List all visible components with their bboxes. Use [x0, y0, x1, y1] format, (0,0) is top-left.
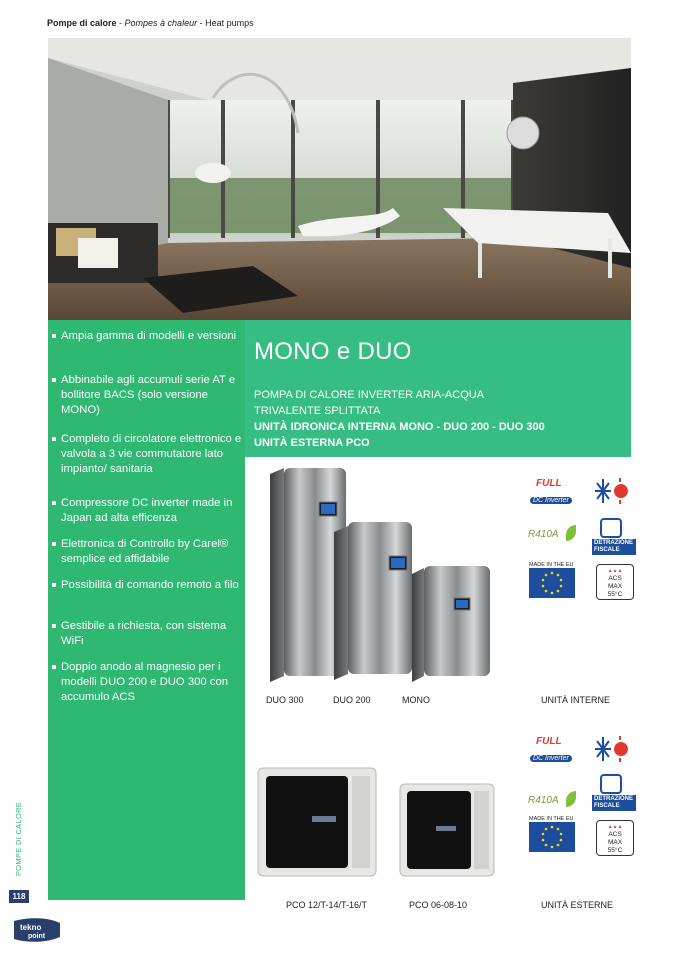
scissors-icon: [600, 774, 622, 794]
feature-item: Gestibile a richiesta, con sistema WiFi: [52, 619, 249, 649]
hero-photo: [48, 38, 631, 320]
detrazione-fiscale-badge-2: DETRAZIONE FISCALE: [592, 774, 636, 810]
product-subtitle-1: POMPA DI CALORE INVERTER ARIA-ACQUA: [254, 389, 485, 401]
acs-max-badge: ▲▲▲ ACS MAX 55°C: [596, 564, 634, 600]
r410a-badge: R410A: [528, 524, 576, 542]
detrazione-fiscale-badge: DETRAZIONE FISCALE: [592, 518, 636, 554]
eu-flag-icon: [529, 568, 575, 598]
scissors-icon: [600, 518, 622, 538]
feature-item: Doppio anodo al magnesio per i modelli DUO 200 e DUO 300 con accumulo ACS: [52, 660, 249, 705]
features-panel: [48, 320, 245, 900]
full-dc-inverter-badge: FULL DC Inverter: [530, 478, 578, 504]
outdoor-units-image: [256, 764, 496, 889]
feature-item: Ampia gamma di modelli e versioni: [52, 329, 249, 344]
label-mono: MONO: [402, 695, 430, 705]
label-pco-large: PCO 12/T-14/T-16/T: [286, 900, 368, 910]
acs-max-badge-2: ▲▲▲ ACS MAX 55°C: [596, 820, 634, 856]
label-duo300: DUO 300: [266, 695, 304, 705]
r410a-badge-2: R410A: [528, 790, 576, 808]
feature-item: Possibilità di comando remoto a filo: [52, 578, 249, 593]
full-dc-inverter-badge-2: FULL DC Inverter: [530, 736, 578, 762]
side-section-label: POMPE DI CALORE: [14, 801, 23, 876]
page-number: 118: [9, 890, 29, 903]
feature-item: Elettronica di Controllo by Carel® semplice ed affidabile: [52, 537, 249, 567]
leaf-icon: [566, 791, 576, 807]
leaf-icon: [566, 525, 576, 541]
header-fr: Pompes à chaleur: [124, 18, 198, 28]
product-subtitle-4: UNITÀ ESTERNA PCO: [254, 437, 370, 449]
teknopoint-logo: [10, 917, 62, 948]
label-duo200: DUO 200: [333, 695, 371, 705]
feature-item: Abbinabile agli accumuli serie AT e bollitore BACS (solo versione MONO): [52, 373, 249, 418]
feature-item: Compressore DC inverter made in Japan ad alta efficenza: [52, 496, 249, 526]
running-header: Pompe di calore - Pompes à chaleur - Heat pumps: [47, 18, 254, 28]
made-in-eu-badge: MADE IN THE EU: [529, 562, 575, 603]
header-en: Heat pumps: [205, 18, 254, 28]
made-in-eu-badge-2: MADE IN THE EU: [529, 816, 575, 857]
header-it: Pompe di calore: [47, 18, 117, 28]
label-pco-small: PCO 06-08-10: [409, 900, 468, 910]
heat-cool-icon: [594, 476, 628, 511]
label-outdoor-units: UNITÀ ESTERNE: [541, 900, 614, 910]
svg-text:tekno: tekno: [20, 923, 42, 932]
feature-item: Completo di circolatore elettronico e valvola a 3 vie commutatore lato impianto/ sanitaria: [52, 432, 249, 477]
product-subtitle-3: UNITÀ IDRONICA INTERNA MONO - DUO 200 - DUO 300: [254, 421, 545, 433]
indoor-units-image: [262, 464, 494, 697]
eu-flag-icon: [529, 822, 575, 852]
heat-cool-icon-2: [594, 734, 628, 769]
product-subtitle-2: TRIVALENTE SPLITTATA: [254, 405, 381, 417]
svg-text:point: point: [28, 933, 46, 940]
product-title: MONO e DUO: [254, 338, 412, 365]
living-room-illustration: [48, 38, 631, 320]
label-indoor-units: UNITÀ INTERNE: [541, 695, 611, 705]
